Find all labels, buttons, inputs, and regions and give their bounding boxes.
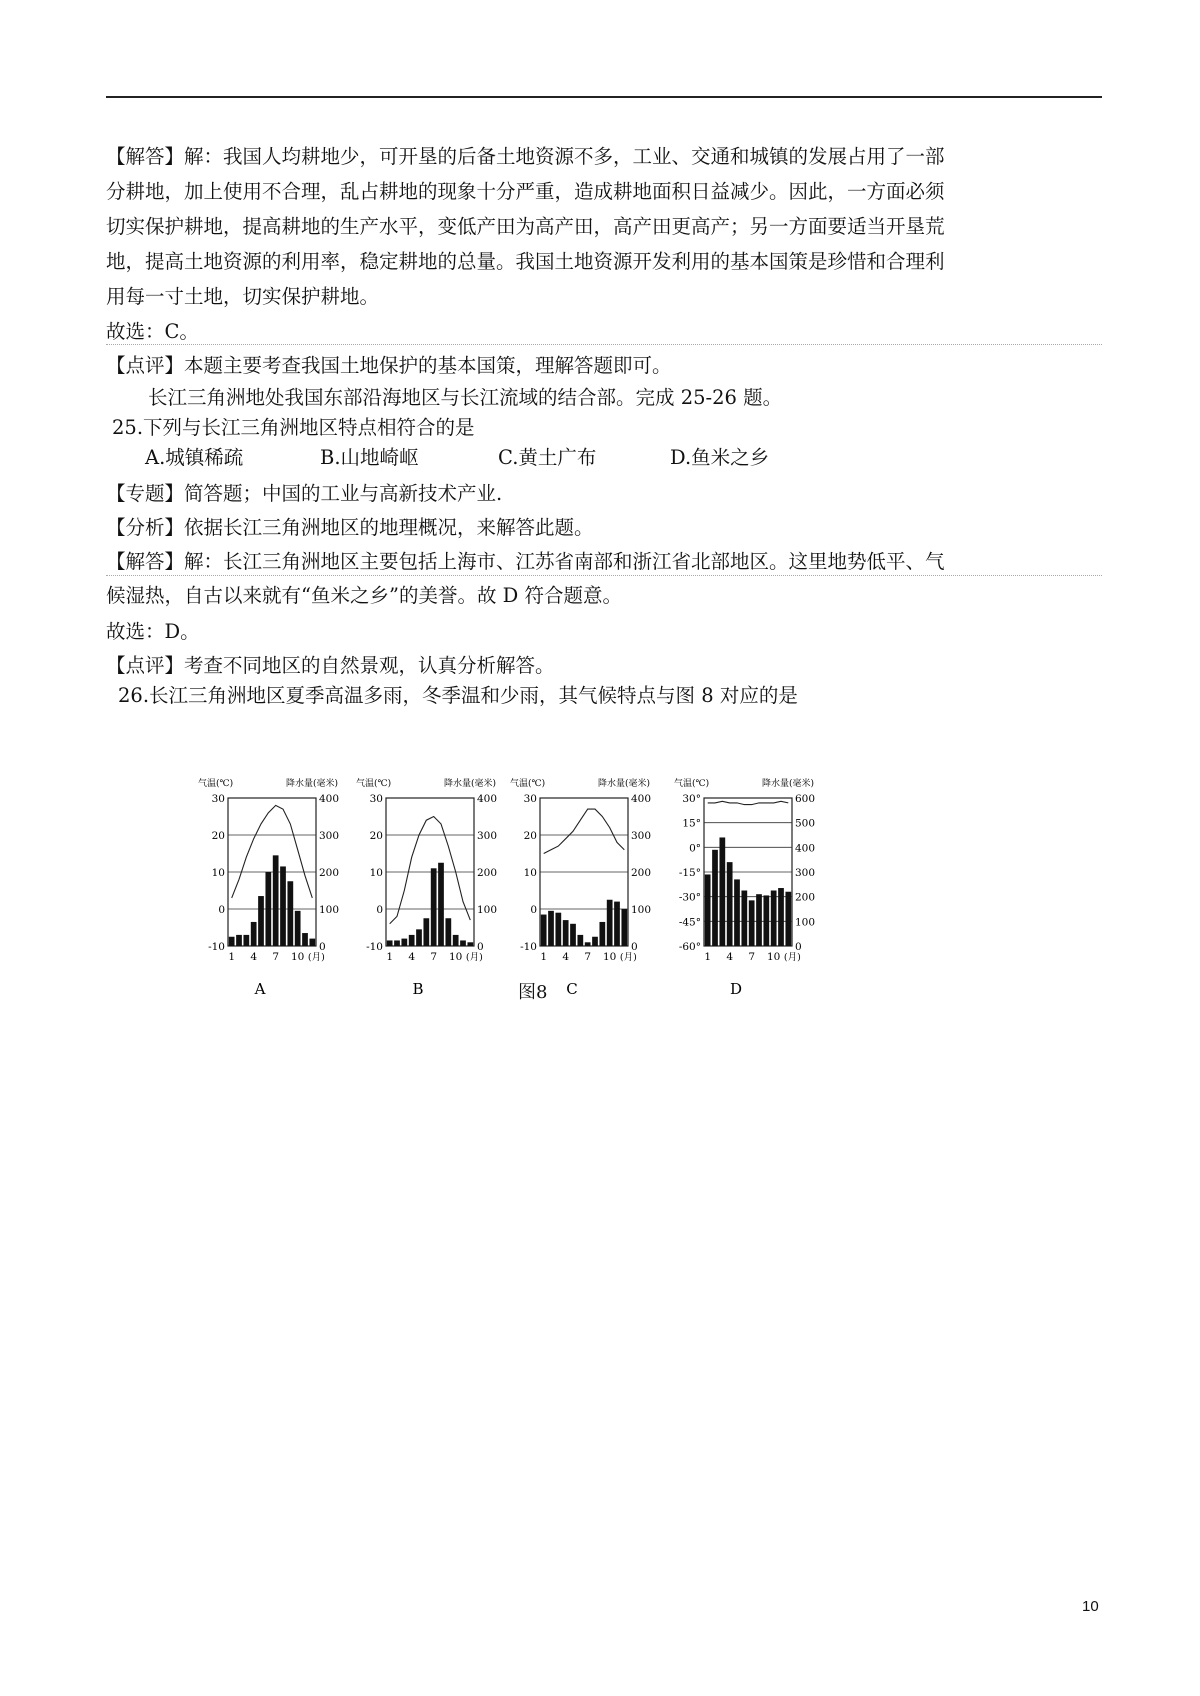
temp-tick-label: 0°: [689, 842, 701, 855]
temp-tick-label: 30°: [682, 793, 701, 805]
temp-tick-label: 30: [523, 793, 537, 805]
temp-tick-label: 10: [523, 867, 537, 879]
precip-axis-title: 降水量(毫米): [286, 779, 339, 789]
temp-tick-label: 0: [530, 904, 537, 916]
month-tick-label: 4: [726, 951, 734, 963]
month-tick-label: 4: [562, 951, 570, 963]
temp-axis-title: 气温(℃): [198, 779, 234, 789]
precip-bar: [453, 935, 459, 946]
climate-chart-b: [356, 768, 516, 1012]
precip-bar: [607, 900, 613, 946]
precip-tick-label: 100: [631, 904, 652, 916]
precip-bar: [423, 918, 429, 946]
temp-tick-label: 0: [218, 904, 225, 916]
temp-tick-label: 30: [369, 793, 383, 805]
temp-tick-label: 15°: [682, 817, 701, 830]
temp-tick-label: -30°: [678, 891, 701, 904]
precip-bar: [563, 920, 569, 946]
temp-tick-label: 20: [211, 830, 225, 842]
precip-tick-label: 200: [631, 867, 652, 879]
month-tick-label: 4: [408, 951, 416, 963]
precip-bar: [445, 918, 451, 946]
precip-tick-label: 100: [477, 904, 498, 916]
temp-tick-label: -45°: [678, 916, 701, 929]
precip-tick-label: 400: [795, 842, 816, 855]
month-tick-label: 1: [386, 951, 394, 963]
figure-caption: 图8: [518, 982, 548, 1003]
climate-figure: [198, 768, 848, 1008]
precip-bar: [756, 894, 762, 946]
precip-tick-label: 100: [319, 904, 340, 916]
temp-tick-label: -10: [520, 941, 537, 953]
precip-bar: [548, 911, 554, 946]
precip-bar: [409, 935, 415, 946]
option-d: D.鱼米之乡: [670, 446, 770, 469]
month-tick-label: 7: [584, 951, 592, 963]
precip-tick-label: 0: [631, 941, 638, 953]
precip-bar: [712, 850, 718, 946]
month-tick-label: 7: [272, 951, 280, 963]
precip-bar: [719, 837, 725, 946]
precip-bar: [555, 913, 561, 946]
month-tick-label: 10: [448, 951, 463, 963]
temp-tick-label: 30: [211, 793, 225, 805]
climate-chart-a: [198, 768, 358, 1012]
month-tick-label: 10: [290, 951, 305, 963]
option-a: A.城镇稀疏: [145, 446, 244, 469]
precip-bar: [749, 900, 755, 946]
precip-bar: [727, 862, 733, 946]
precip-bar: [394, 940, 400, 946]
month-unit-label: (月): [465, 952, 483, 963]
climate-chart-c: [510, 768, 670, 1012]
precip-bar: [577, 935, 583, 946]
answer-line-3: 切实保护耕地，提高耕地的生产水平，变低产田为高产田，高产田更高产；另一方面要适当开垦荒: [106, 215, 945, 238]
month-unit-label: (月): [307, 952, 325, 963]
month-tick-label: 1: [540, 951, 548, 963]
precip-bar: [229, 937, 235, 946]
option-c: C.黄土广布: [498, 446, 597, 469]
month-tick-label: 1: [228, 951, 236, 963]
analysis-line: 【分析】依据长江三角洲地区的地理概况，来解答此题。: [106, 516, 594, 539]
temp-tick-label: 10: [211, 867, 225, 879]
intro-line: 长江三角洲地处我国东部沿海地区与长江流域的结合部。完成 25-26 题。: [148, 386, 783, 409]
question-26: 26.长江三角洲地区夏季高温多雨，冬季温和少雨，其气候特点与图 8 对应的是: [118, 684, 798, 707]
precip-bar: [287, 881, 293, 946]
precip-tick-label: 400: [631, 793, 652, 805]
chart-letter: C: [566, 980, 578, 998]
precip-bar: [280, 866, 286, 946]
comment-line-2: 【点评】考查不同地区的自然景观，认真分析解答。: [106, 654, 555, 677]
precip-tick-label: 400: [477, 793, 498, 805]
temperature-line: [708, 801, 789, 804]
chart-letter: D: [729, 980, 743, 998]
precip-bar: [570, 924, 576, 946]
precip-tick-label: 600: [795, 793, 816, 805]
answer-line-4: 地，提高土地资源的利用率，稳定耕地的总量。我国土地资源开发利用的基本国策是珍惜和合理利: [106, 250, 945, 273]
precip-tick-label: 300: [477, 830, 498, 842]
month-tick-label: 7: [430, 951, 438, 963]
temp-tick-label: 10: [369, 867, 383, 879]
comment-line-1: 【点评】本题主要考查我国土地保护的基本国策，理解答题即可。: [106, 354, 672, 377]
precip-bar: [251, 922, 257, 946]
precip-bar: [460, 940, 466, 946]
temperature-line: [232, 805, 313, 898]
precip-bar: [273, 855, 279, 946]
precip-bar: [467, 942, 473, 946]
precip-tick-label: 200: [795, 891, 816, 904]
dotted-divider: [106, 344, 1102, 345]
precip-tick-label: 300: [795, 867, 816, 879]
page-number: 10: [1082, 1598, 1099, 1615]
answer-line-2: 分耕地，加上使用不合理，乱占耕地的现象十分严重，造成耕地面积日益减少。因此，一方面必须: [106, 180, 945, 203]
precip-bar: [741, 891, 747, 947]
precip-bar: [599, 922, 605, 946]
precip-bar: [387, 940, 393, 946]
precip-bar: [763, 895, 769, 946]
precip-bar: [401, 939, 407, 946]
precip-bar: [734, 879, 740, 946]
precip-tick-label: 300: [319, 830, 340, 842]
precip-bar: [778, 888, 784, 946]
precip-bar: [258, 896, 264, 946]
precip-bar: [302, 933, 308, 946]
chart-letter: B: [412, 980, 424, 998]
precip-tick-label: 300: [631, 830, 652, 842]
precip-axis-title: 降水量(毫米): [762, 779, 815, 789]
precip-tick-label: 400: [319, 793, 340, 805]
precip-bar: [295, 911, 301, 946]
choice-line-1: 故选：C。: [106, 320, 199, 343]
precip-bar: [309, 939, 315, 946]
precip-axis-title: 降水量(毫米): [598, 779, 651, 789]
temp-axis-title: 气温(℃): [356, 779, 392, 789]
precip-tick-label: 200: [319, 867, 340, 879]
precip-bar: [438, 863, 444, 946]
temp-axis-title: 气温(℃): [674, 779, 710, 789]
temp-tick-label: -10: [208, 941, 225, 953]
temp-tick-label: -60°: [678, 941, 701, 953]
topic-line: 【专题】简答题；中国的工业与高新技术产业.: [106, 482, 503, 505]
month-tick-label: 10: [766, 951, 781, 963]
temp-tick-label: -10: [366, 941, 383, 953]
temperature-line: [390, 817, 471, 924]
precip-tick-label: 0: [319, 941, 326, 953]
temp-tick-label: 20: [523, 830, 537, 842]
month-unit-label: (月): [783, 952, 801, 963]
month-tick-label: 1: [704, 951, 712, 963]
precip-bar: [621, 909, 627, 946]
precip-bar: [265, 872, 271, 946]
answer2-line-2: 候湿热，自古以来就有“鱼米之乡”的美誉。故 D 符合题意。: [106, 584, 622, 607]
temp-tick-label: 20: [369, 830, 383, 842]
header-rule: [106, 96, 1102, 98]
month-tick-label: 10: [602, 951, 617, 963]
precip-tick-label: 500: [795, 817, 816, 830]
month-unit-label: (月): [619, 952, 637, 963]
answer-line-5: 用每一寸土地，切实保护耕地。: [106, 285, 380, 308]
precip-bar: [592, 937, 598, 946]
question-25: 25.下列与长江三角洲地区特点相符合的是: [112, 416, 475, 439]
precip-tick-label: 0: [477, 941, 484, 953]
option-b: B.山地崎岖: [320, 446, 419, 469]
precip-tick-label: 100: [795, 916, 816, 929]
precip-bar: [705, 874, 711, 946]
precip-tick-label: 0: [795, 941, 802, 953]
precip-bar: [416, 929, 422, 946]
temp-tick-label: 0: [376, 904, 383, 916]
temp-tick-label: -15°: [678, 867, 701, 879]
precip-bar: [585, 942, 591, 946]
dotted-divider-2: [106, 575, 1102, 576]
precip-bar: [243, 935, 249, 946]
month-tick-label: 7: [748, 951, 756, 963]
answer-line-1: 【解答】解：我国人均耕地少，可开垦的后备土地资源不多，工业、交通和城镇的发展占用了一部: [106, 145, 945, 168]
answer2-line-1: 【解答】解：长江三角洲地区主要包括上海市、江苏省南部和浙江省北部地区。这里地势低平、气: [106, 550, 945, 573]
choice-line-2: 故选：D。: [106, 620, 200, 643]
precip-bar: [541, 915, 547, 946]
precip-axis-title: 降水量(毫米): [444, 779, 497, 789]
precip-bar: [431, 868, 437, 946]
precip-tick-label: 200: [477, 867, 498, 879]
chart-letter: A: [254, 980, 266, 998]
climate-chart-d: [664, 768, 844, 1012]
precip-bar: [771, 891, 777, 947]
precip-bar: [236, 935, 242, 946]
temperature-line: [544, 809, 625, 853]
precip-bar: [785, 892, 791, 946]
temp-axis-title: 气温(℃): [510, 779, 546, 789]
precip-bar: [614, 902, 620, 946]
month-tick-label: 4: [250, 951, 258, 963]
